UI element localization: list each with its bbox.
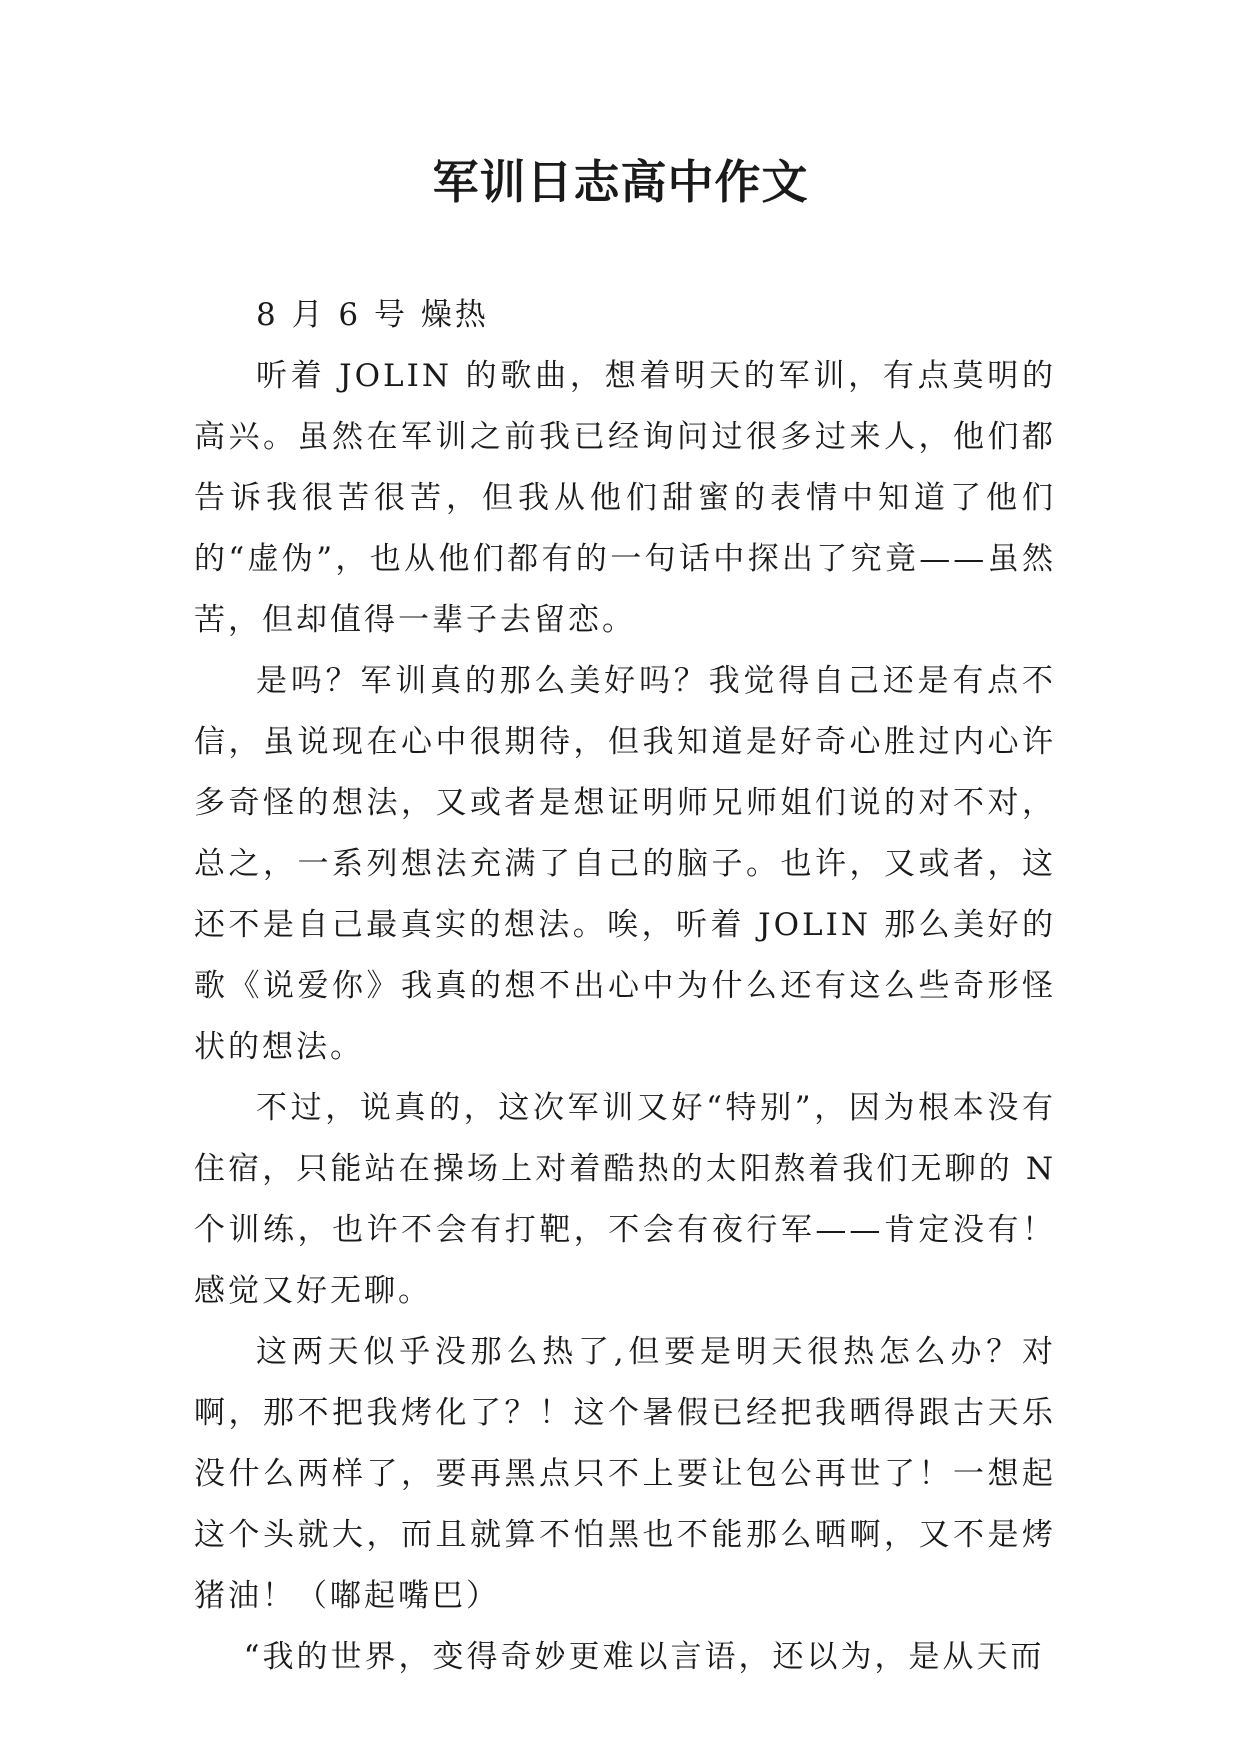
paragraph-4: 这两天似乎没那么热了,但要是明天很热怎么办？对啊，那不把我烤化了？！这个暑假已经把我晒得跟古天乐没什么两样了，要再黑点只不上要让包公再世了！一想起这个头就大，而且就算不怕黑也不能那么晒啊，又不是烤猪油！（嘟起嘴巴） <box>194 1334 1056 1614</box>
paragraph-1: 听着 JOLIN 的歌曲，想着明天的军训，有点莫明的高兴。虽然在军训之前我已经询问过很多过来人，他们都告诉我很苦很苦，但我从他们甜蜜的表情中知道了他们的“虚伪”，也从他们都有的一句话中探出了究竟——虽然苦，但却值得一辈子去留恋。 <box>194 358 1056 638</box>
paragraph-3: 不过，说真的，这次军训又好“特别”，因为根本没有住宿，只能站在操场上对着酷热的太阳熬着我们无聊的 N 个训练，也许不会有打靶，不会有夜行军——肯定没有！感觉又好无聊。 <box>194 1090 1056 1309</box>
paragraph-2: 是吗？军训真的那么美好吗？我觉得自己还是有点不信，虽说现在心中很期待，但我知道是好奇心胜过内心许多奇怪的想法，又或者是想证明师兄师姐们说的对不对，总之，一系列想法充满了自己的脑子。也许，又或者，这还不是自己最真实的想法。唉，听着 JOLIN 那么美好的歌《说爱你》我真的想不出心中为什么还有这么些奇形怪状的想法。 <box>194 663 1056 1065</box>
paragraph-5: “我的世界，变得奇妙更难以言语，还以为，是从天而 <box>243 1639 1045 1675</box>
document-title: 军训日志高中作文 <box>432 155 809 209</box>
document-body <box>194 285 1056 1688</box>
paragraph-date-weather: 8 月 6 号 燥热 <box>256 297 489 333</box>
